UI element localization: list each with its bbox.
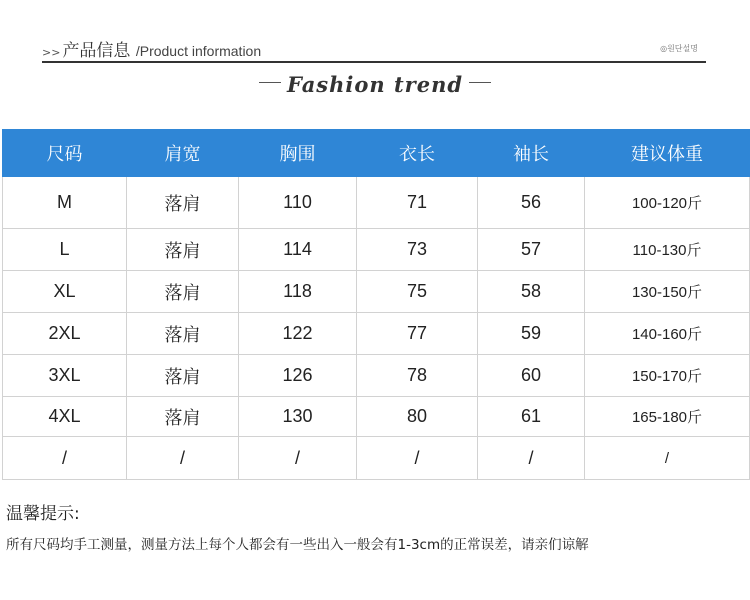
cell-length: 80 xyxy=(357,397,478,437)
tips-title: 温馨提示: xyxy=(6,504,80,524)
table-row xyxy=(3,177,750,229)
cell-shoulder: / xyxy=(127,437,239,480)
cell-size: 4XL xyxy=(3,397,127,437)
cell-chest: 110 xyxy=(239,177,357,229)
column-header-sleeve: 袖长 xyxy=(478,130,585,177)
column-header-weight: 建议体重 xyxy=(585,130,750,177)
cell-length: 78 xyxy=(357,355,478,397)
title-chinese: 产品信息 xyxy=(62,41,131,61)
cell-size: M xyxy=(3,177,127,229)
right-ornament xyxy=(469,82,491,83)
column-header-length: 衣长 xyxy=(357,130,478,177)
cell-chest: 126 xyxy=(239,355,357,397)
cell-shoulder: 落肩 xyxy=(127,229,239,271)
cell-sleeve: 57 xyxy=(478,229,585,271)
cell-weight: 110-130斤 xyxy=(585,229,750,271)
corner-label: ◎원단설명 xyxy=(660,44,698,53)
cell-length: / xyxy=(357,437,478,480)
cell-size: / xyxy=(3,437,127,480)
size-chart-table xyxy=(2,129,750,480)
cell-shoulder: 落肩 xyxy=(127,271,239,313)
tips-body: 所有尺码均手工测量，测量方法上每个人都会有一些出入一般会有1-3cm的正常误差，请亲们谅解 xyxy=(6,537,589,553)
cell-sleeve: 60 xyxy=(478,355,585,397)
cell-length: 73 xyxy=(357,229,478,271)
cell-weight: 140-160斤 xyxy=(585,313,750,355)
table-header-row xyxy=(3,130,750,177)
section-header xyxy=(42,36,706,62)
cell-size: 3XL xyxy=(3,355,127,397)
cell-sleeve: 59 xyxy=(478,313,585,355)
column-header-shoulder: 肩宽 xyxy=(127,130,239,177)
cell-chest: / xyxy=(239,437,357,480)
cell-sleeve: / xyxy=(478,437,585,480)
column-header-chest: 胸围 xyxy=(239,130,357,177)
left-ornament xyxy=(259,82,281,83)
title-english: /Product information xyxy=(135,43,262,59)
cell-shoulder: 落肩 xyxy=(127,355,239,397)
column-header-size: 尺码 xyxy=(3,130,127,177)
cell-length: 77 xyxy=(357,313,478,355)
table-row xyxy=(3,397,750,437)
cell-chest: 130 xyxy=(239,397,357,437)
table-row xyxy=(3,355,750,397)
cell-length: 71 xyxy=(357,177,478,229)
cell-size: L xyxy=(3,229,127,271)
table-row xyxy=(3,229,750,271)
double-chevron-icon: >> xyxy=(42,46,61,59)
table-row xyxy=(3,313,750,355)
cell-length: 75 xyxy=(357,271,478,313)
cell-shoulder: 落肩 xyxy=(127,313,239,355)
fashion-trend-banner xyxy=(0,72,750,106)
cell-weight: 150-170斤 xyxy=(585,355,750,397)
cell-size: XL xyxy=(3,271,127,313)
cell-sleeve: 56 xyxy=(478,177,585,229)
cell-shoulder: 落肩 xyxy=(127,397,239,437)
header-divider xyxy=(42,61,706,63)
table-row xyxy=(3,271,750,313)
section-title xyxy=(42,36,261,61)
cell-weight: 130-150斤 xyxy=(585,271,750,313)
fashion-trend-text: Fashion trend xyxy=(286,72,464,97)
cell-chest: 122 xyxy=(239,313,357,355)
cell-chest: 114 xyxy=(239,229,357,271)
cell-shoulder: 落肩 xyxy=(127,177,239,229)
cell-sleeve: 58 xyxy=(478,271,585,313)
table-row xyxy=(3,437,750,480)
cell-weight: 165-180斤 xyxy=(585,397,750,437)
cell-weight: 100-120斤 xyxy=(585,177,750,229)
cell-chest: 118 xyxy=(239,271,357,313)
cell-sleeve: 61 xyxy=(478,397,585,437)
cell-weight: / xyxy=(585,437,750,480)
cell-size: 2XL xyxy=(3,313,127,355)
